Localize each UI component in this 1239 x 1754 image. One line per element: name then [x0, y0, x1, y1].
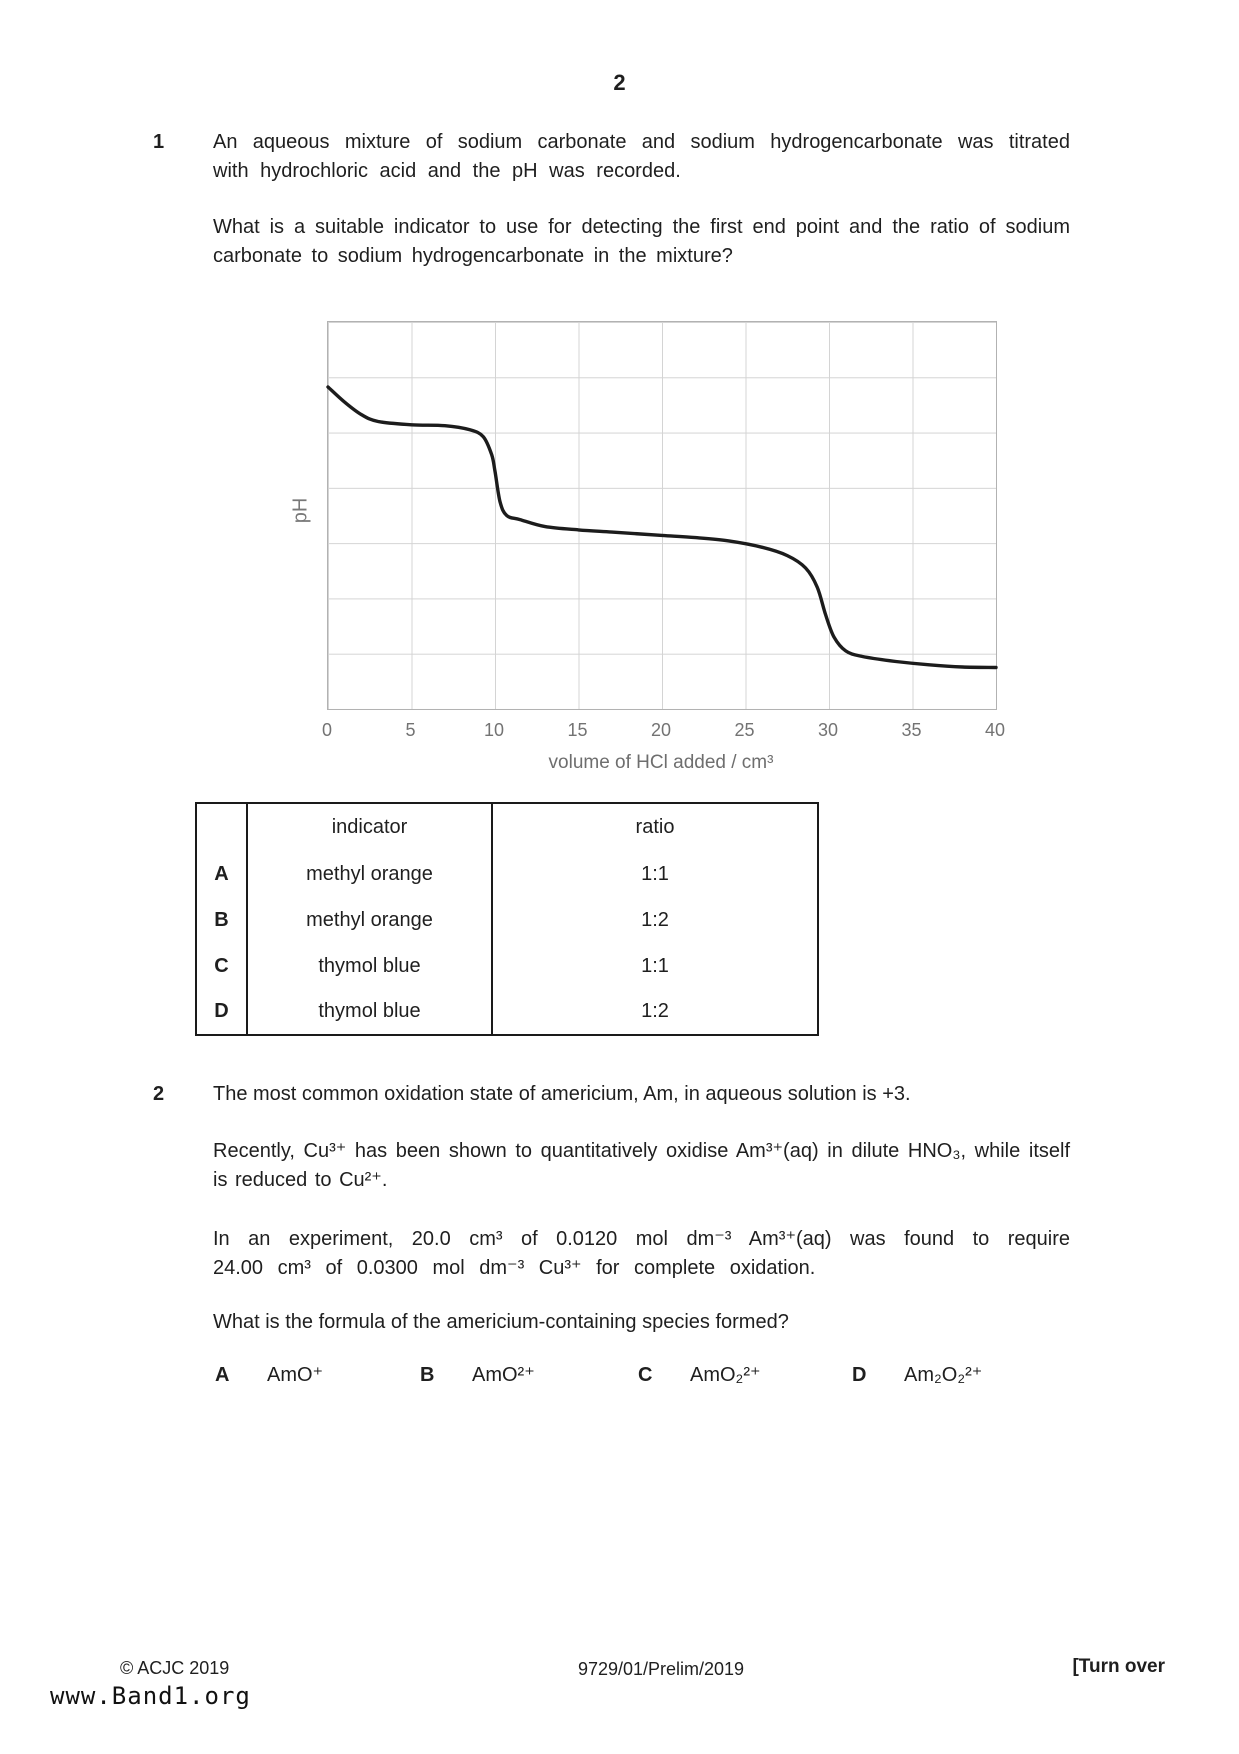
option-a-formula: AmO⁺ — [267, 1364, 324, 1386]
question-1-paragraph-1: An aqueous mixture of sodium carbonate and sodium hydrogencarbonate was titrated with hydrochloric acid and the pH was recorded. — [213, 131, 1070, 182]
table-header-indicator: indicator — [247, 803, 492, 851]
ratio-value: 1:1 — [641, 954, 669, 977]
option-d-formula: Am₂O₂²⁺ — [904, 1364, 983, 1386]
footer-turn-over: [Turn over — [1072, 1656, 1165, 1677]
question-2-paragraph-4: What is the formula of the americium-containing species formed? — [213, 1311, 789, 1333]
page-number: 2 — [613, 70, 626, 95]
ratio-value: 1:2 — [641, 1000, 669, 1022]
x-axis-tick-labels — [321, 720, 1006, 746]
question-2-paragraph-1: The most common oxidation state of americium, Am, in aqueous solution is +3. — [213, 1083, 911, 1105]
table-row — [196, 897, 818, 943]
option-a-label: A — [215, 1364, 230, 1386]
table-row — [196, 989, 818, 1035]
option-letter: D — [196, 989, 247, 1035]
option-letter: C — [196, 943, 247, 989]
indicator-value: methyl orange — [247, 897, 492, 943]
table-row — [196, 851, 818, 897]
ph-curve-path — [328, 387, 996, 668]
option-c — [638, 1362, 761, 1387]
indicator-value: thymol blue — [247, 989, 492, 1035]
option-d — [852, 1362, 982, 1387]
x-tick-label: 0 — [321, 720, 332, 740]
x-axis-title: volume of HCl added / cm³ — [548, 752, 774, 773]
x-tick-label: 20 — [650, 720, 672, 740]
question-2-number: 2 — [153, 1083, 165, 1105]
table-header-blank — [196, 803, 247, 851]
answer-table — [195, 802, 819, 1036]
indicator-value: methyl orange — [247, 851, 492, 897]
option-c-formula: AmO₂²⁺ — [690, 1364, 761, 1386]
table-row — [196, 943, 818, 989]
option-b-formula: AmO²⁺ — [472, 1364, 535, 1386]
indicator-ratio-table — [195, 802, 819, 1036]
table-header-row — [196, 803, 818, 851]
x-tick-label: 15 — [567, 720, 588, 740]
option-c-label: C — [638, 1364, 653, 1386]
footer-copyright: © ACJC 2019 — [120, 1658, 230, 1678]
x-tick-label: 10 — [483, 720, 505, 740]
question-1-paragraph-2: What is a suitable indicator to use for detecting the first end point and the ratio of sodium carbonate to sodium hydrogencarbonate in the mixture? — [213, 216, 1070, 267]
option-a — [215, 1362, 323, 1387]
chart-plot-area — [327, 321, 997, 710]
option-d-label: D — [852, 1364, 867, 1386]
question-1-number: 1 — [153, 131, 165, 153]
footer-paper-code: 9729/01/Prelim/2019 — [577, 1659, 745, 1679]
indicator-value: thymol blue — [247, 943, 492, 989]
y-axis-label: pH — [289, 497, 312, 524]
table-header-ratio: ratio — [635, 816, 675, 838]
footer-watermark: www.Band1.org — [50, 1682, 251, 1710]
option-b-label: B — [420, 1364, 435, 1386]
x-tick-label: 25 — [734, 720, 755, 740]
question-2-paragraph-3: In an experiment, 20.0 cm³ of 0.0120 mol dm⁻³ Am³⁺(aq) was found to require 24.00 cm³ of 0.0300 mol dm⁻³ Cu³⁺ for complete oxidation. — [213, 1228, 1070, 1279]
titration-chart — [289, 321, 1006, 801]
option-b — [420, 1362, 535, 1387]
ratio-value: 1:1 — [641, 862, 669, 885]
question-2-options — [213, 1362, 1113, 1392]
x-tick-label: 5 — [405, 720, 416, 740]
x-tick-label: 30 — [817, 720, 839, 740]
ph-curve — [328, 322, 996, 709]
ratio-value: 1:2 — [641, 908, 669, 931]
option-letter: B — [196, 897, 247, 943]
option-letter: A — [196, 851, 247, 897]
x-tick-label: 35 — [901, 720, 922, 740]
x-tick-label: 40 — [984, 720, 1006, 740]
question-2-paragraph-2: Recently, Cu³⁺ has been shown to quantitatively oxidise Am³⁺(aq) in dilute HNO₃, while itself is reduced to Cu²⁺. — [213, 1140, 1070, 1191]
